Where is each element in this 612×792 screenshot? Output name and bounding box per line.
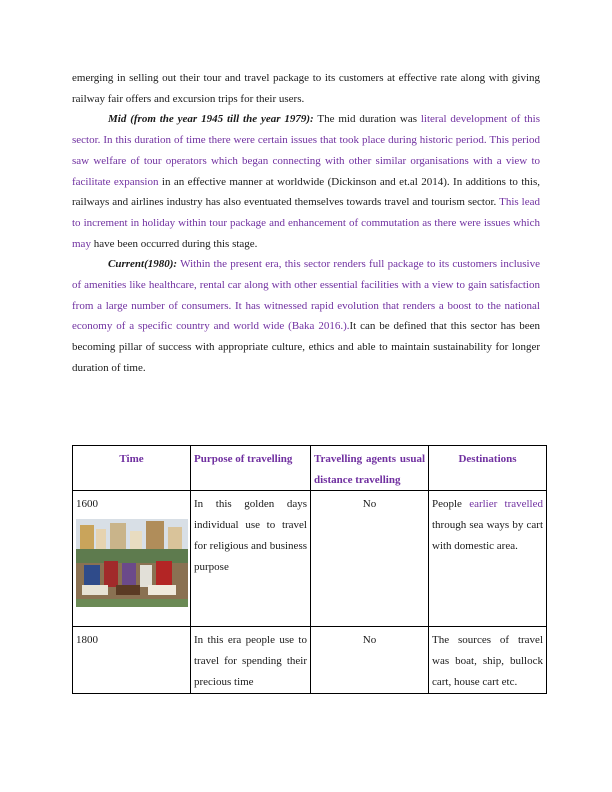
pilgrims-painting-image (76, 519, 188, 607)
cell-purpose: In this golden days individual use to travel for religious and business purpose (191, 491, 311, 627)
mid-era-text-a: The mid duration was (313, 113, 421, 126)
cell-agents: No (311, 627, 429, 693)
dest-text-c: through sea ways by cart with domestic area. (432, 519, 543, 552)
table-header-row (73, 446, 547, 491)
cell-time: 1800 (73, 627, 191, 693)
header-destinations: Destinations (429, 446, 547, 491)
mid-era-text-b: literal development of this sector. In this duration of time there were certain issues that took place during historic period. This period saw welfare of tour operators which began connecting with other similar organisations with a view to facilitate expansion (72, 113, 540, 188)
cell-time (73, 491, 191, 627)
paragraph-intro: emerging in selling out their tour and travel package to its customers at effective rate along with giving railway fair offers and excursion trips for their users. (72, 72, 540, 105)
paragraph-current-era (72, 254, 540, 378)
cell-destinations: The sources of travel was boat, ship, bullock cart, house cart etc. (429, 627, 547, 693)
cell-agents: No (311, 491, 429, 627)
paragraph-mid-era (72, 109, 540, 254)
dest-text-a: People (432, 498, 470, 511)
cell-destinations (429, 491, 547, 627)
current-era-text-a: Within the present era, this sector renders full package to its customers inclusive of amenities like healthcare, rental car along with other essential facilities with a view to gain satisfaction from a large number of consumers. It has witnessed rapid evolution that renders a boost to the national economy of a specific country and world wide (Baka 2016.). (72, 258, 540, 333)
dest-text-b: earlier travelled (469, 498, 543, 511)
mid-era-label: Mid (from the year 1945 till the year 1979): (108, 113, 314, 126)
mid-era-text-e: have been occurred during this stage. (90, 237, 258, 250)
time-value: 1600 (76, 498, 98, 511)
header-purpose: Purpose of travelling (191, 446, 311, 491)
cell-purpose: In this era people use to travel for spending their precious time (191, 627, 311, 693)
document-body (72, 68, 540, 379)
mid-era-text-c: in an effective manner at worldwide (Dickinson and et.al 2014). In additions to this, railways and airlines industry has also eventuated themselves towards travel and tourism sector. (72, 175, 540, 209)
table-row (73, 627, 547, 693)
current-era-label: Current(1980): (108, 258, 178, 271)
header-agents: Travelling agents usual distance travelling (311, 446, 429, 491)
current-era-text-b: It can be defined that this sector has been becoming pillar of success with appropriate culture, ethics and able to maintain sustainability for longer duration of time. (72, 320, 540, 374)
table-row (73, 491, 547, 627)
mid-era-text-d: This lead to increment in holiday within tour package and enhancement of commutation as there were issues which may (72, 196, 540, 250)
header-time: Time (73, 446, 191, 491)
travel-history-table (72, 445, 547, 694)
